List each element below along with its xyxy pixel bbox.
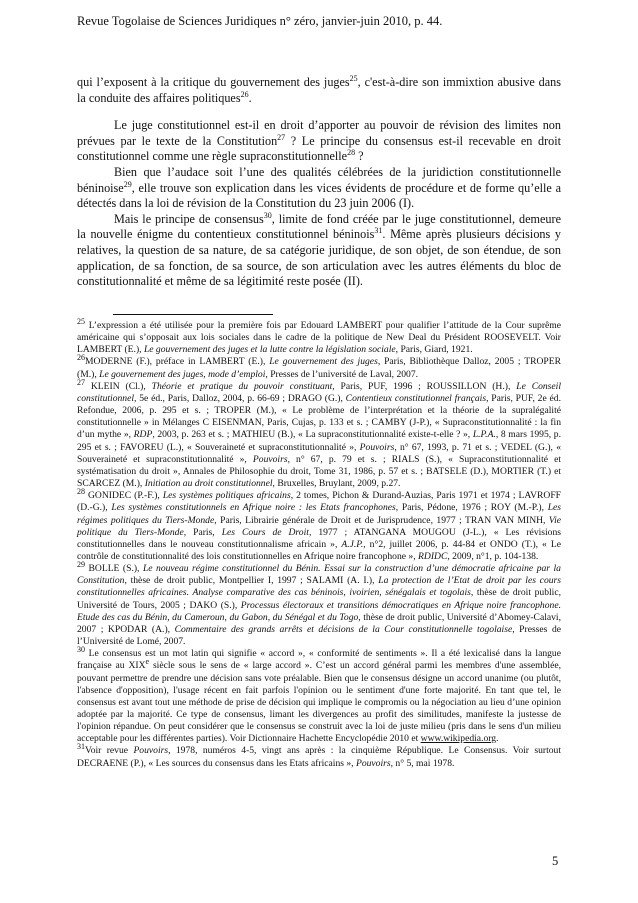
footnote-ref-28[interactable]: 28 — [347, 148, 356, 158]
text-span: , Paris, — [183, 526, 222, 538]
text-span: , limite de fond créée par le juge constitutionnel, demeure la nouvelle énigme du contentieux constitutionnel béninois — [77, 211, 561, 242]
text-span: , Paris, Pédone, 1976 ; ROY (M.-P.), — [395, 502, 548, 514]
book-title: Les systèmes constitutionnels en Afrique noire : les Etats francophones — [111, 502, 396, 514]
text-span: siècle sous le sens de « large accord ». C’est un accord général parmi les membres d'une assemblée, pouvant permettre de prendre une décision sans vote préalable. Bien que le consensus désigne un accord unanime (ou plutôt, l'absence d'opposition), l'usage récent en fait parfois l'opinion ou le sentiment d'une forte majorité. En tant que tel, le consensus est avant tout une méthode de prise de décision qui implique le compromis ou la négociation au lieu d’une opinion adoptée par la majorité. Ce type de consensus, limant les divergences au profit des similitudes, manifeste la justesse de l'opinion répandue. On peut considérer que le consensus se construit avec la loi de juste milieu (pris dans le sens d'un milieu acceptable pour les différentes parties). Voir Dictionnaire Hachette Encyclopédie 2010 et — [77, 660, 561, 745]
text-span: , thèse de droit public, Université de Tours, 2005 ; DAKO (S.), — [77, 587, 561, 611]
book-title: Le gouvernement des juges — [269, 356, 378, 368]
footnote-number: 31 — [77, 742, 85, 752]
text-span: , Paris, Giard, 1921. — [395, 344, 473, 356]
text-span: , 5e éd., Paris, Dalloz, 2004, p. 66-69 ; DRAGO (G.), — [134, 392, 346, 404]
book-title: Contentieux constitutionnel français — [345, 392, 487, 404]
thesis-title: Le nouveau régime constitutionnel du Bénin. Essai sur la construction d’une démocratie africaine par la Constitution — [77, 563, 561, 587]
text-span: , thèse de droit public, Université d’Abomey-Calavi, 2007 ; KPODAR (A.), — [77, 611, 561, 635]
text-span: , 2009, n°1, p. 104-138. — [447, 550, 539, 562]
journal-title: RDIDC — [418, 550, 448, 562]
footnote-25 — [77, 316, 561, 356]
text-span: GONIDEC (P.-F.), — [85, 490, 163, 502]
text-span: KLEIN (Cl.), — [85, 380, 152, 392]
text-span: Le consensus est un mot latin qui signifie « accord », « conformité de sentiments ». Il a été lexicalisé dans la langue française au XIX — [77, 648, 561, 672]
journal-title: A.J.P. — [341, 538, 364, 550]
main-text — [77, 75, 561, 290]
book-title: Vie politique du Tiers-Monde — [77, 514, 561, 538]
text-span: , thèse de droit public, Montpellier I, 1997 ; SALAMI (A. I.), — [124, 575, 379, 587]
paragraph-4 — [77, 212, 561, 290]
journal-title: RDP — [133, 429, 153, 441]
footnote-number: 27 — [77, 377, 85, 387]
footnote-ref-31[interactable]: 31 — [374, 226, 383, 236]
text-span: , Bruxelles, Bruylant, 2009, p.27. — [272, 478, 401, 490]
text-span: , n° 5, mai 1978. — [390, 757, 455, 769]
text-span: Bien que l’audace soit l’une des qualités célébrées de la juridiction constitutionnelle béninoise — [77, 164, 561, 195]
footnote-26 — [77, 353, 561, 380]
journal-title: Pouvoirs — [252, 453, 288, 465]
book-title: Les systèmes politiques africains — [162, 490, 291, 502]
paragraph-3 — [77, 165, 561, 212]
text-span: , n°2, juillet 2006, p. 44-84 et ONDO (T.), « Le contrôle de constitutionnalité des lois constitutionnelles en Afrique noire francophone », — [77, 538, 561, 562]
journal-title: Pouvoirs — [355, 757, 391, 769]
text-span: , n° 67, p. 79 et s. ; RIALS (S.), « Supraconstitutionnalité et systématisation du droit », Annales de Philosophie du droit, Tome 31, 1986, p. 57 et s. ; BATSELE (D.), MORTIER (T.) et SCARCEZ (M.), — [77, 453, 561, 490]
journal-title: Pouvoirs — [359, 441, 395, 453]
book-title: Le gouvernement des juges et la lutte contre la législation sociale — [143, 344, 396, 356]
footnote-number: 30 — [77, 645, 85, 655]
footnote-28 — [77, 487, 562, 563]
footnote-number: 29 — [77, 559, 85, 569]
footnote-number: 28 — [77, 487, 85, 496]
footnote-number: 26 — [77, 353, 85, 363]
text-span: , Paris, Bibliothèque Dalloz, 2005 ; TROPER (M.), — [77, 356, 561, 380]
text-span: BOLLE (S.), — [85, 563, 143, 575]
text-span: . — [248, 90, 252, 105]
footnotes — [77, 316, 562, 770]
text-span: , Paris, PUF, 2e éd. Refondue, 2006, p. 295 et s. ; TROPER (M.), « Le problème de l’interprétation et la théorie de la supralégalité constitutionnelle » in Mélanges C EISENMAN, Paris, Cujas, p. 133 et s. ; CAMBY (J-P.), « Supraconstitutionnalité : la fin d’un mythe », — [77, 392, 561, 441]
footnote-ref-27[interactable]: 27 — [277, 132, 286, 142]
paragraph-1 — [77, 75, 561, 106]
book-title: Initiation au droit constitutionnel — [144, 478, 273, 490]
footnote-31 — [77, 742, 562, 769]
wikipedia-link[interactable]: www.wikipedia.org — [420, 733, 497, 745]
journal-title: Pouvoirs — [133, 745, 169, 757]
text-span: , Presses de l’Université de Lomé, 2007. — [77, 623, 561, 648]
text-span: , c'est-à-dire son immixtion abusive dans la conduite des affaires politiques — [77, 75, 561, 105]
text-span: , 1977 ; ATANGANA MOUGOU (J-L.), « Les révisions constitutionnelles dans le nouveau constitutionnalisme africain », — [77, 526, 562, 550]
footnote-ref-25[interactable]: 25 — [349, 73, 358, 83]
text-span: , 2003, p. 263 et s. ; MATHIEU (B.), « La supraconstitutionnalité existe-t-elle ? », — [152, 429, 473, 441]
text-span: . Même après plusieurs décisions y relatives, la question de sa nature, de sa catégorie juridique, de son objet, de son étendue, de son application, de sa fonction, de sa source, de son articulation avec les autres éléments du bloc de constitutionnalité et même de sa légitimité reste posée (II). — [77, 227, 561, 289]
book-title: Les Cours de Droit — [221, 526, 309, 538]
footnote-29 — [77, 559, 562, 648]
text-span: Mais le principe de consensus — [114, 211, 264, 226]
book-title: Les régimes politiques du Tiers-Monde — [77, 502, 562, 526]
superscript: e — [145, 657, 150, 667]
journal-header: Revue Togolaise de Sciences Juridiques n° zéro, janvier-juin 2010, p. 44. — [77, 14, 443, 28]
text-span: ? Le principe du consensus est-il recevable en droit constitutionnel comme une règle supraconstitutionnelle — [77, 133, 562, 164]
footnote-ref-29[interactable]: 29 — [123, 179, 132, 189]
text-span: , 2 tomes, Pichon & Durand-Auzias, Paris 1971 et 1974 ; LAVROFF (D.-G.), — [77, 490, 562, 514]
text-span: qui l’exposent à la critique du gouvernement des juges — [77, 75, 350, 89]
footnote-separator — [113, 314, 273, 315]
text-span: , Paris, PUF, 1996 ; ROUSSILLON (H.), — [332, 380, 517, 392]
text-span: Le juge constitutionnel est-il en droit d’apporter au pouvoir de révision des limites non prévues par le texte de la Constitution — [77, 118, 561, 148]
footnote-27 — [77, 377, 562, 490]
footnote-ref-26[interactable]: 26 — [240, 89, 249, 99]
thesis-title: La protection de l’Etat de droit par les cours constitutionnelles africaines. Analyse comparative des cas béninois, ivoirien, sénégalais et togolais — [77, 575, 562, 599]
journal-title: L.P.A. — [472, 429, 496, 441]
book-title: Le gouvernement des juges, mode d’emploi — [99, 368, 266, 380]
text-span: Voir revue — [85, 745, 134, 757]
footnote-ref-30[interactable]: 30 — [263, 210, 272, 220]
text-span: , elle trouve son explication dans les vices évidents de procédure et de forme qu’elle a détectés dans la loi de révision de la Constitution du 23 juin 2006 (I). — [77, 180, 561, 211]
text-span: , Presses de l’université de Laval, 2007. — [265, 368, 419, 380]
book-title: Commentaire des grands arrêts et décisions de la Cour constitutionnelle togolaise — [174, 623, 513, 635]
text-span: ? — [355, 149, 364, 164]
paragraph-2 — [77, 118, 561, 165]
text-span: L’expression a été utilisée pour la première fois par Edouard LAMBERT pour qualifier l’attitude de la Cour suprême américaine qui s’opposait aux lois sociales dans le cadre de la politique de New Deal du Président ROOSEVELT. Voir LAMBERT (E.), — [77, 320, 561, 356]
text-span: , 1978, numéros 4-5, vingt ans après : la cinquième République. Le Consensus. Voir surtout DECRAENE (P.), « Les sources du consensus dans les Etats africains », — [77, 745, 562, 769]
text-span: , 8 mars 1995, p. 295 et s. ; FAVOREU (L.), « Souveraineté et supraconstitutionnalité », — [77, 429, 561, 453]
book-title: Théorie et pratique du pouvoir constituant — [151, 380, 333, 392]
text-span: , n° 67, 1993, p. 71 et s. ; VEDEL (G.), « Souveraineté et supraconstitutionnalité », — [77, 441, 561, 465]
footnote-30 — [77, 645, 561, 745]
thesis-title: Processus électoraux et transitions démocratiques en Afrique noire francophone. Etude des cas du Bénin, du Cameroun, du Gabon, du Sénégal et du Togo — [77, 599, 561, 623]
text-span: . — [496, 733, 499, 745]
book-title: Le Conseil constitutionnel — [77, 380, 562, 404]
page-number: 5 — [552, 854, 559, 868]
text-span: MODERNE (F.), préface in LAMBERT (E.), — [85, 356, 270, 368]
text-span: , Paris, Librairie générale de Droit et de Jurisprudence, 1977 ; TRAN VAN MINH, — [214, 514, 549, 526]
footnote-number: 25 — [77, 316, 85, 326]
